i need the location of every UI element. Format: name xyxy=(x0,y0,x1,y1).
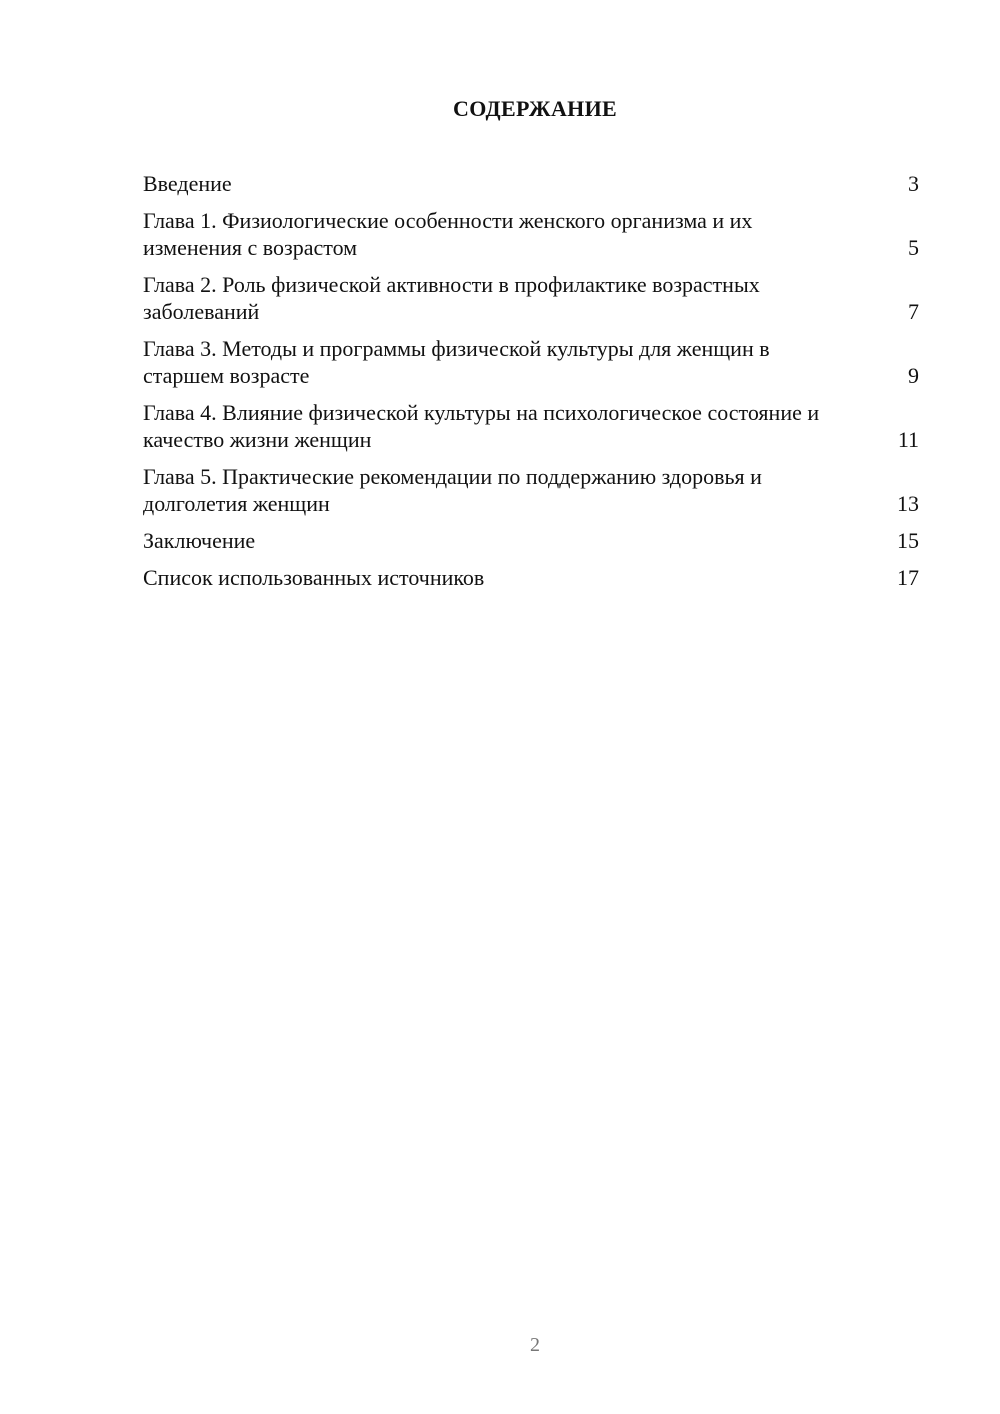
toc-entry-page: 9 xyxy=(908,363,919,388)
toc-entry-label: Список использованных источников xyxy=(143,565,485,590)
toc-entry-chapter-2 xyxy=(143,271,919,325)
toc-entry-label: Глава 4. Влияние физической культуры на психологическое состояние и качество жизни женщин xyxy=(143,400,820,452)
toc-entry-label: Введение xyxy=(143,171,232,196)
toc-entry-chapter-5 xyxy=(143,463,919,517)
toc-entry-page: 7 xyxy=(908,299,919,324)
toc-entry-label: Глава 3. Методы и программы физической культуры для женщин в старшем возрасте xyxy=(143,336,770,388)
toc-entry-label: Глава 1. Физиологические особенности женского организма и их изменения с возрастом xyxy=(143,208,753,260)
toc-entry-label: Заключение xyxy=(143,528,256,553)
toc-entry-page: 17 xyxy=(897,565,919,590)
toc-entry-conclusion xyxy=(143,527,919,554)
table-of-contents xyxy=(143,170,919,601)
toc-entry-page: 3 xyxy=(908,171,919,196)
page-title: СОДЕРЖАНИЕ xyxy=(453,96,617,121)
toc-entry-page: 5 xyxy=(908,235,919,260)
toc-entry-page: 11 xyxy=(897,427,919,452)
toc-entry-page: 15 xyxy=(897,528,919,553)
toc-entry-chapter-3 xyxy=(143,335,919,389)
toc-entry-page: 13 xyxy=(897,491,919,516)
toc-entry-introduction xyxy=(143,170,919,197)
toc-entry-label: Глава 5. Практические рекомендации по поддержанию здоровья и долголетия женщин xyxy=(143,464,762,516)
toc-entry-references xyxy=(143,564,919,591)
page-number: 2 xyxy=(530,1334,540,1356)
toc-entry-chapter-1 xyxy=(143,207,919,261)
toc-entry-label: Глава 2. Роль физической активности в профилактике возрастных заболеваний xyxy=(143,272,760,324)
toc-entry-chapter-4 xyxy=(143,399,919,453)
